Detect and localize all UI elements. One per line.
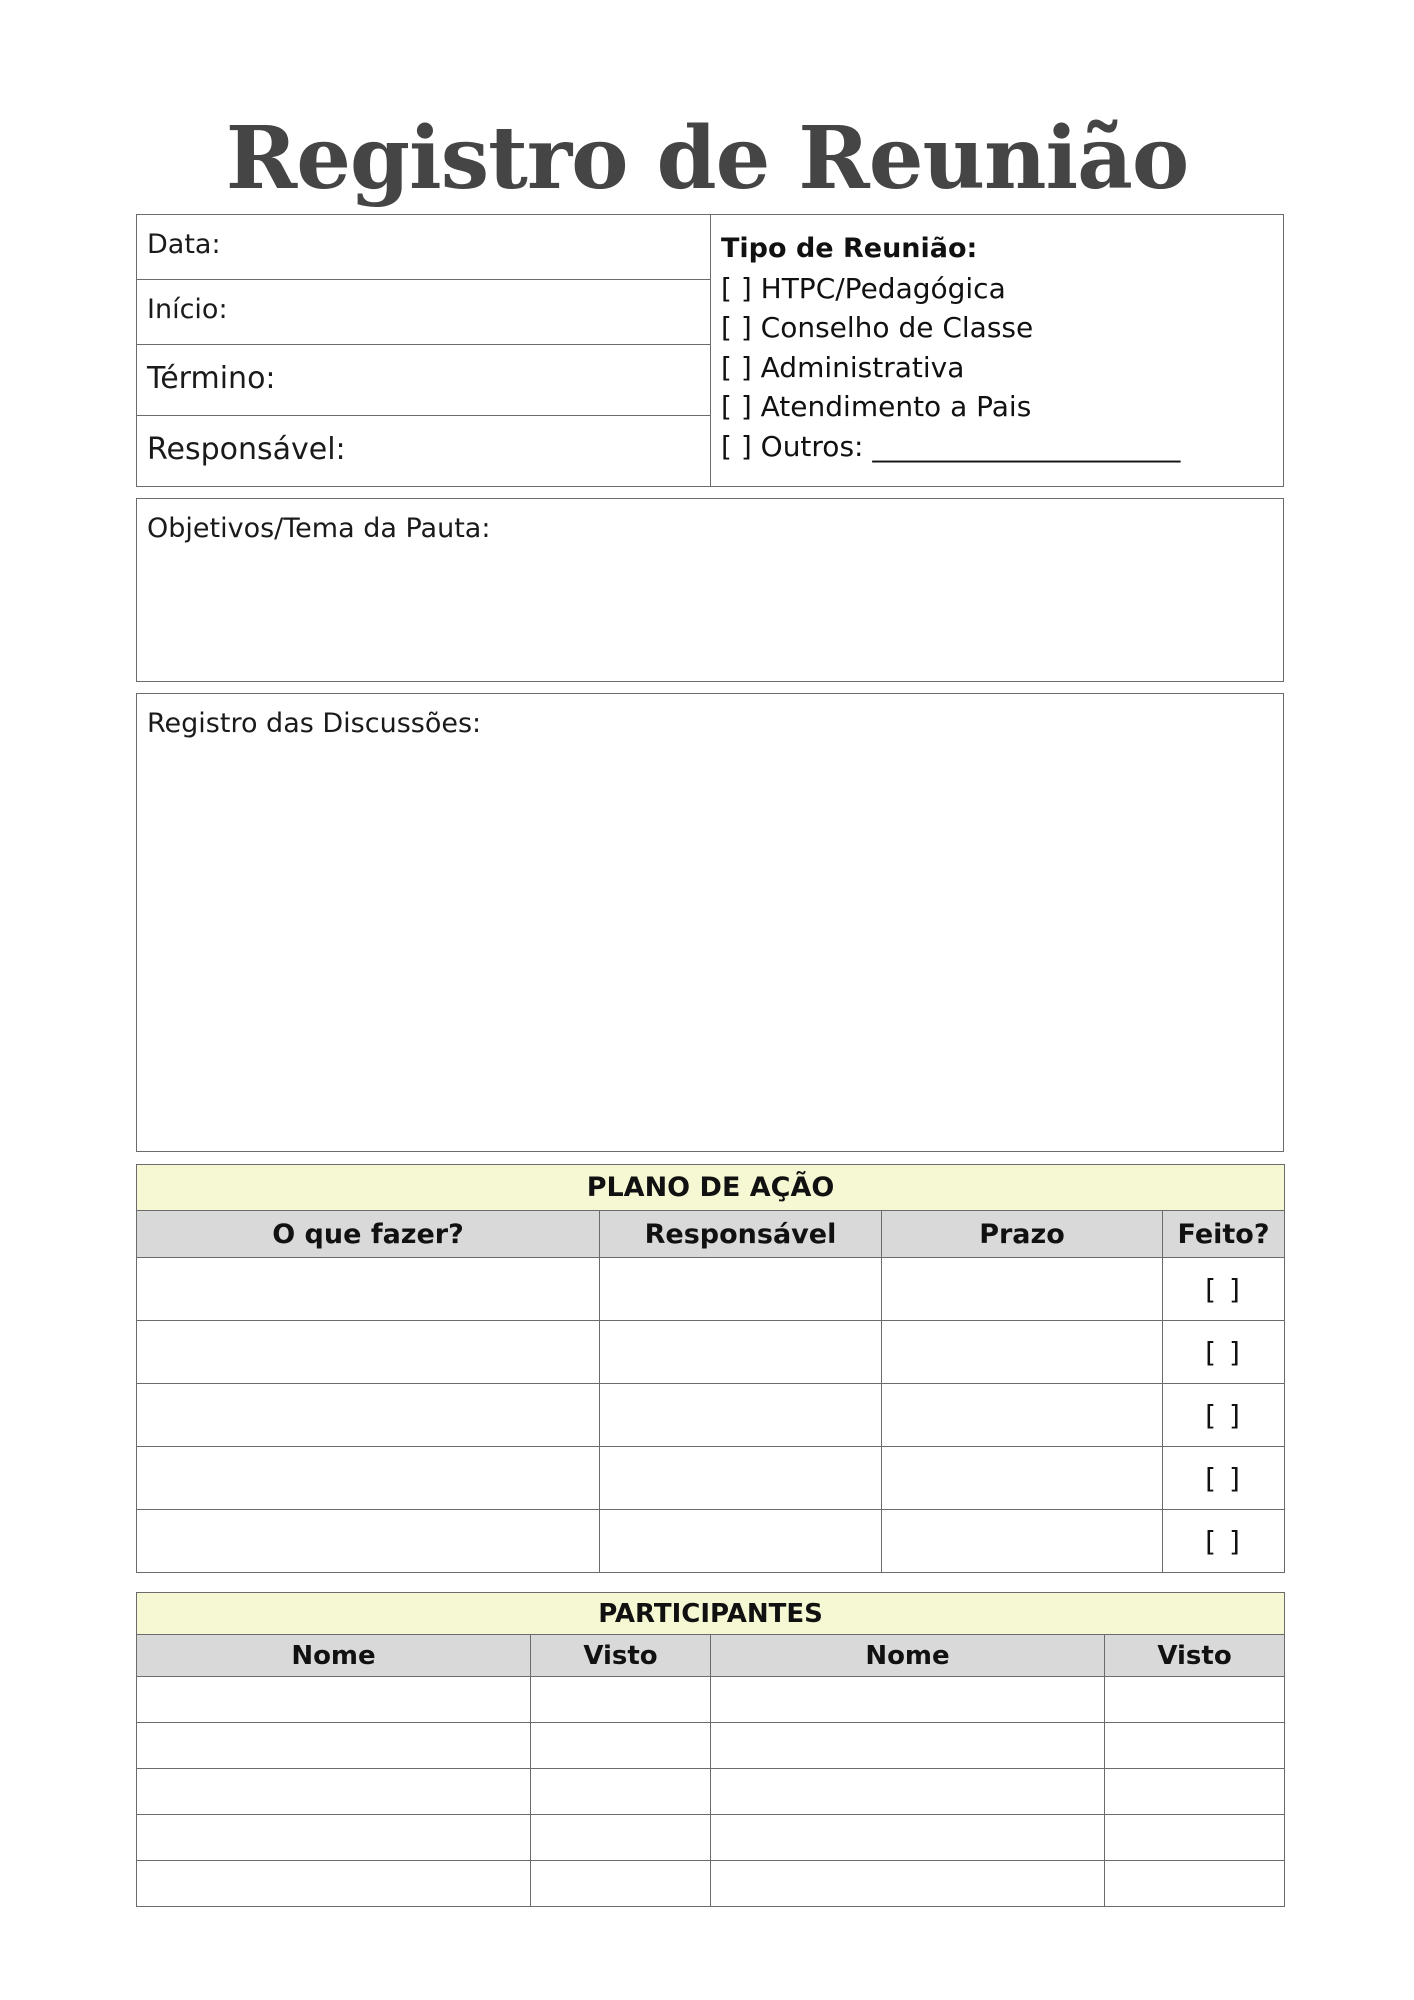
end-label: Término: [147, 361, 276, 396]
done-checkbox[interactable]: [ ] [1163, 1384, 1285, 1447]
responsible-cell[interactable] [600, 1258, 882, 1321]
meeting-type-section [721, 229, 1180, 466]
option-htpc[interactable]: [ ] HTPC/Pedagógica [721, 271, 1006, 305]
objectives-box[interactable] [136, 498, 1284, 682]
deadline-cell[interactable] [882, 1384, 1163, 1447]
date-label: Data: [147, 229, 221, 260]
table-row [137, 1510, 1285, 1573]
done-checkbox[interactable]: [ ] [1163, 1258, 1285, 1321]
end-time-field[interactable] [137, 345, 710, 416]
table-row [137, 1321, 1285, 1384]
name-cell[interactable] [711, 1677, 1105, 1723]
signature-cell[interactable] [531, 1769, 711, 1815]
name-cell[interactable] [711, 1723, 1105, 1769]
responsible-cell[interactable] [600, 1447, 882, 1510]
name-cell[interactable] [137, 1769, 531, 1815]
option-others[interactable]: [ ] Outros: ______________________ [721, 429, 1181, 463]
done-checkbox[interactable]: [ ] [1163, 1510, 1285, 1573]
option-parent-meeting[interactable]: [ ] Atendimento a Pais [721, 390, 1032, 423]
date-field[interactable] [137, 215, 710, 280]
signature-cell[interactable] [1105, 1769, 1285, 1815]
table-row [137, 1258, 1285, 1321]
signature-cell[interactable] [1105, 1723, 1285, 1769]
objectives-label: Objetivos/Tema da Pauta: [147, 513, 491, 544]
column-header-responsible: Responsável [600, 1211, 882, 1258]
table-row [137, 1384, 1285, 1447]
page-title: Registro de Reunião [225, 108, 1189, 209]
deadline-cell[interactable] [882, 1447, 1163, 1510]
discussion-box[interactable] [136, 693, 1284, 1152]
discussion-label: Registro das Discussões: [147, 708, 482, 739]
deadline-cell[interactable] [882, 1510, 1163, 1573]
task-cell[interactable] [137, 1384, 600, 1447]
deadline-cell[interactable] [882, 1258, 1163, 1321]
table-row [137, 1815, 1285, 1861]
participants-table [136, 1592, 1285, 1907]
meeting-type-title: Tipo de Reunião: [721, 233, 978, 264]
column-header-name: Nome [137, 1635, 531, 1677]
name-cell[interactable] [137, 1723, 531, 1769]
name-cell[interactable] [711, 1769, 1105, 1815]
column-header-signature: Visto [531, 1635, 711, 1677]
table-row [137, 1723, 1285, 1769]
action-plan-table [136, 1164, 1285, 1573]
option-class-council[interactable]: [ ] Conselho de Classe [721, 311, 1034, 344]
signature-cell[interactable] [531, 1677, 711, 1723]
task-cell[interactable] [137, 1258, 600, 1321]
done-checkbox[interactable]: [ ] [1163, 1321, 1285, 1384]
signature-cell[interactable] [531, 1815, 711, 1861]
column-header-done: Feito? [1163, 1211, 1285, 1258]
task-cell[interactable] [137, 1447, 600, 1510]
name-cell[interactable] [711, 1815, 1105, 1861]
name-cell[interactable] [137, 1815, 531, 1861]
action-plan-title: PLANO DE AÇÃO [137, 1165, 1285, 1211]
option-administrative[interactable]: [ ] Administrativa [721, 350, 965, 384]
responsible-cell[interactable] [600, 1384, 882, 1447]
participants-title: PARTICIPANTES [137, 1593, 1285, 1635]
start-label: Início: [147, 294, 228, 325]
responsible-label: Responsável: [147, 432, 346, 467]
task-cell[interactable] [137, 1321, 600, 1384]
name-cell[interactable] [137, 1677, 531, 1723]
signature-cell[interactable] [1105, 1815, 1285, 1861]
column-header-name: Nome [711, 1635, 1105, 1677]
responsible-cell[interactable] [600, 1510, 882, 1573]
deadline-cell[interactable] [882, 1321, 1163, 1384]
task-cell[interactable] [137, 1510, 600, 1573]
table-row [137, 1677, 1285, 1723]
signature-cell[interactable] [531, 1723, 711, 1769]
responsible-cell[interactable] [600, 1321, 882, 1384]
name-cell[interactable] [711, 1861, 1105, 1907]
responsible-field[interactable] [137, 416, 710, 486]
table-row [137, 1769, 1285, 1815]
name-cell[interactable] [137, 1861, 531, 1907]
signature-cell[interactable] [531, 1861, 711, 1907]
table-row [137, 1861, 1285, 1907]
done-checkbox[interactable]: [ ] [1163, 1447, 1285, 1510]
header-divider [710, 215, 711, 486]
start-time-field[interactable] [137, 280, 710, 345]
signature-cell[interactable] [1105, 1861, 1285, 1907]
column-header-task: O que fazer? [137, 1211, 600, 1258]
table-row [137, 1447, 1285, 1510]
signature-cell[interactable] [1105, 1677, 1285, 1723]
meeting-header [136, 214, 1284, 487]
column-header-deadline: Prazo [882, 1211, 1163, 1258]
column-header-signature: Visto [1105, 1635, 1285, 1677]
